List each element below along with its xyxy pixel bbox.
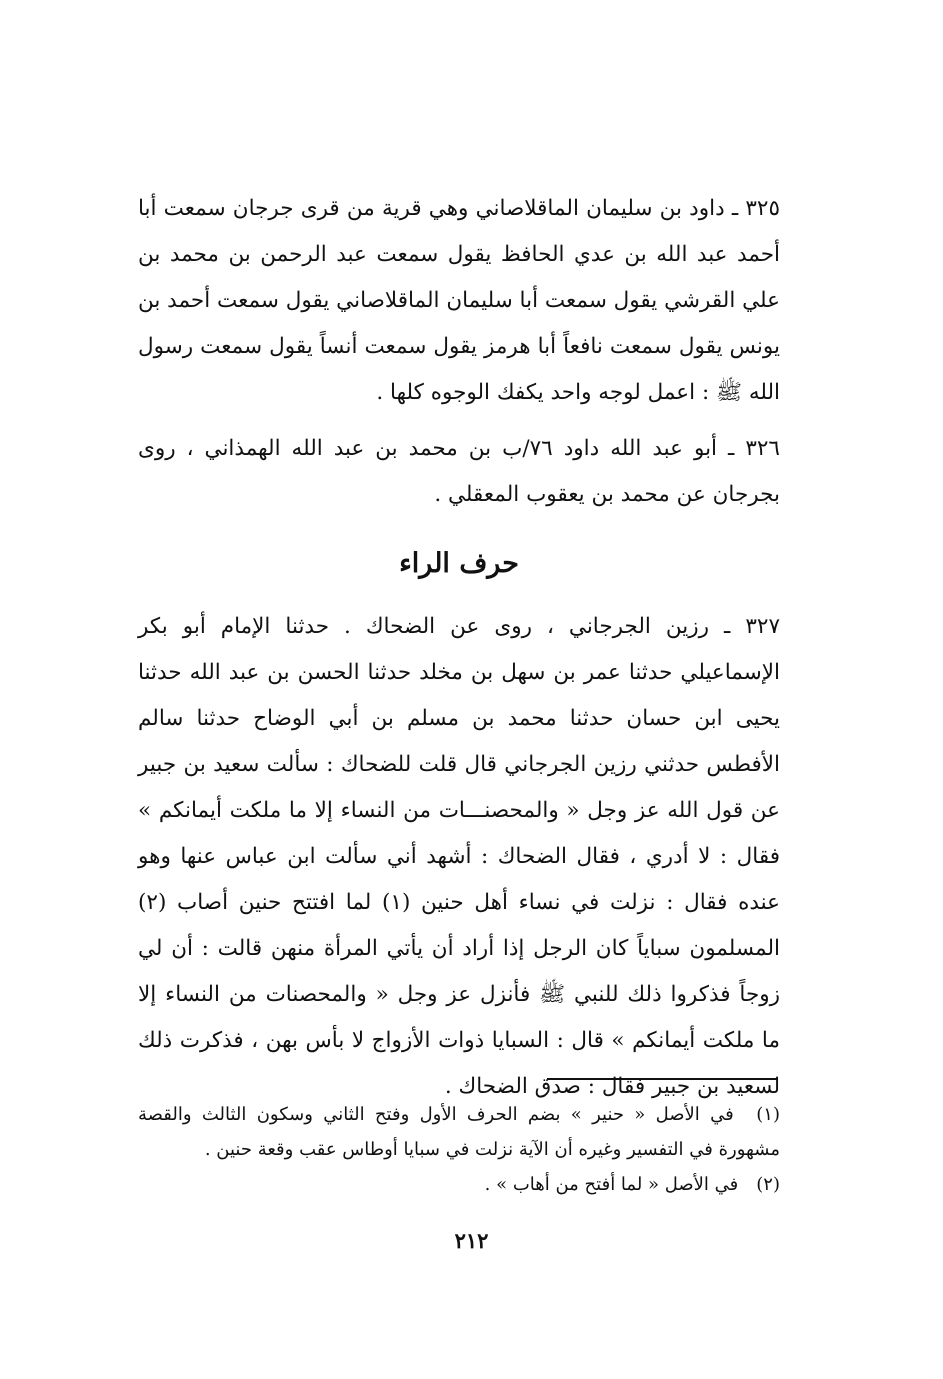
- footnotes: [138, 1097, 780, 1202]
- footnote-1: [138, 1097, 780, 1167]
- footnote-divider: [547, 1078, 777, 1080]
- footnote-text: في الأصل « لما أفتح من أهاب » .: [484, 1174, 739, 1195]
- section-heading: حرف الراء: [399, 548, 519, 579]
- footnote-text: في الأصل « حنير » بضم الحرف الأول وفتح الثاني وسكون الثالث والقصة مشهورة في التفسير وغيره أن الآية نزلت في سبايا أوطاس عقب وقعة حنين .: [138, 1104, 780, 1160]
- entry-327: ٣٢٧ ـ رزين الجرجاني ، روى عن الضحاك . حدثنا الإمام أبو بكر الإسماعيلي حدثنا عمر بن سهل بن مخلد حدثنا الحسن بن عبد الله حدثنا يحيى ابن حسان حدثنا محمد بن مسلم بن أبي الوضاح حدثنا سالم الأفطس حدثني رزين الجرجاني قال قلت للضحاك : سألت سعيد بن جبير عن قول الله عز وجل « والمحصنـــات من النساء إلا ما ملكت أيمانكم » فقال : لا أدري ، فقال الضحاك : أشهد أني سألت ابن عباس عنها وهو عنده فقال : نزلت في نساء أهل حنين (١) لما افتتح حنين أصاب (٢) المسلمون سباياً كان الرجل إذا أراد أن يأتي المرأة منهن قالت : أن لي زوجاً فذكروا ذلك للنبي ﷺ فأنزل عز وجل « والمحصنات من النساء إلا ما ملكت أيمانكم » قال : السبايا ذوات الأزواج لا بأس بهن ، فذكرت ذلك لسعيد بن جبير فقال : صدق الضحاك .: [138, 614, 780, 1099]
- entry-326: ٣٢٦ ـ أبو عبد الله داود ٧٦/ب بن محمد بن عبد الله الهمذاني ، روى بجرجان عن محمد بن يعقوب المعقلي .: [138, 436, 780, 507]
- entry-325: ٣٢٥ ـ داود بن سليمان الماقلاصاني وهي قرية من قرى جرجان سمعت أبا أحمد عبد الله بن عدي الحافظ يقول سمعت عبد الرحمن بن محمد بن علي القرشي يقول سمعت أبا سليمان الماقلاصاني يقول سمعت أحمد بن يونس يقول سمعت نافعاً أبا هرمز يقول سمعت أنساً يقول سمعت رسول الله ﷺ : اعمل لوجه واحد يكفك الوجوه كلها .: [138, 196, 780, 405]
- main-text: [138, 186, 780, 1110]
- footnote-number: (١): [756, 1104, 780, 1125]
- footnote-2: [138, 1167, 780, 1202]
- footnote-number: (٢): [756, 1174, 780, 1195]
- page-number: ٢١٢: [454, 1228, 489, 1253]
